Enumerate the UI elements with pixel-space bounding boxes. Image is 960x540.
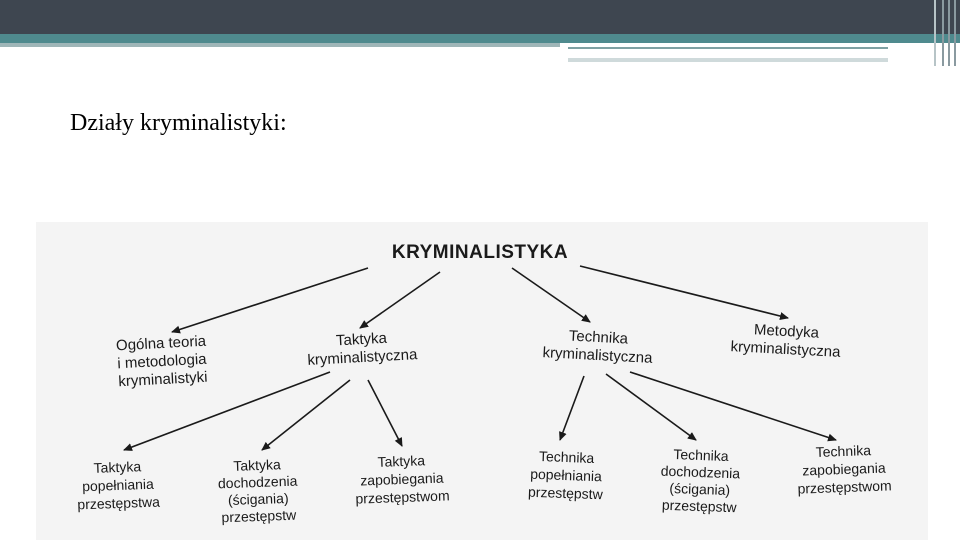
node-taktyka-zapobiegania — [354, 451, 450, 506]
svg-text:popełniania: popełniania — [529, 465, 603, 485]
node-technika-zapobiegania — [796, 441, 892, 496]
node-technika-dochodzenia — [659, 446, 741, 516]
svg-text:Technika: Technika — [673, 446, 729, 464]
edge-root-technika — [512, 268, 590, 322]
svg-text:Technika: Technika — [538, 448, 595, 466]
edge-technika-zapobiegania — [630, 372, 836, 440]
svg-text:przestępstwom: przestępstwom — [355, 487, 450, 507]
svg-text:kryminalistyczna: kryminalistyczna — [542, 344, 653, 367]
node-teoria — [116, 333, 209, 391]
svg-text:Technika: Technika — [568, 327, 629, 348]
svg-text:przestępstw: przestępstw — [221, 506, 297, 526]
svg-text:dochodzenia: dochodzenia — [660, 462, 741, 482]
svg-text:Taktyka: Taktyka — [233, 456, 282, 474]
svg-text:przestępstwom: przestępstwom — [797, 477, 892, 497]
svg-text:kryminalistyczna: kryminalistyczna — [307, 346, 418, 369]
svg-text:Metodyka: Metodyka — [753, 321, 820, 342]
edge-technika-dochodzenia — [606, 374, 696, 440]
svg-text:(ścigania): (ścigania) — [227, 489, 289, 509]
svg-text:Taktyka: Taktyka — [93, 458, 142, 476]
edge-root-teoria — [172, 268, 368, 332]
svg-text:Taktyka: Taktyka — [335, 329, 388, 350]
edge-root-metodyka — [580, 266, 788, 318]
svg-text:dochodzenia: dochodzenia — [217, 472, 298, 492]
edge-technika-popelniania — [560, 376, 584, 440]
node-taktyka-dochodzenia — [217, 456, 299, 526]
node-taktyka — [306, 328, 418, 369]
svg-text:Ogólna teoria: Ogólna teoria — [115, 332, 207, 355]
svg-text:Technika: Technika — [815, 442, 872, 460]
svg-text:i metodologia: i metodologia — [116, 350, 207, 373]
svg-text:Taktyka: Taktyka — [377, 452, 426, 470]
edge-taktyka-zapobiegania — [368, 380, 402, 446]
svg-text:przestępstwa: przestępstwa — [77, 493, 161, 513]
node-taktyka-popelniania — [76, 458, 160, 513]
svg-text:zapobiegania: zapobiegania — [359, 469, 444, 489]
edge-taktyka-dochodzenia — [262, 380, 350, 450]
node-root: KRYMINALISTYKA — [391, 242, 569, 263]
svg-text:zapobiegania: zapobiegania — [802, 459, 886, 479]
svg-text:popełniania: popełniania — [81, 475, 155, 495]
svg-text:kryminalistyczna: kryminalistyczna — [730, 338, 841, 361]
node-technika-popelniania — [528, 448, 605, 503]
svg-text:przestępstw: przestępstw — [661, 496, 737, 516]
edge-root-taktyka — [360, 272, 440, 328]
svg-text:przestępstw: przestępstw — [527, 483, 604, 503]
slide-title: Działy kryminalistyki: — [70, 110, 287, 136]
svg-text:kryminalistyki: kryminalistyki — [117, 368, 208, 391]
svg-text:(ścigania): (ścigania) — [669, 479, 731, 499]
node-metodyka — [730, 320, 842, 361]
node-technika — [542, 326, 654, 367]
